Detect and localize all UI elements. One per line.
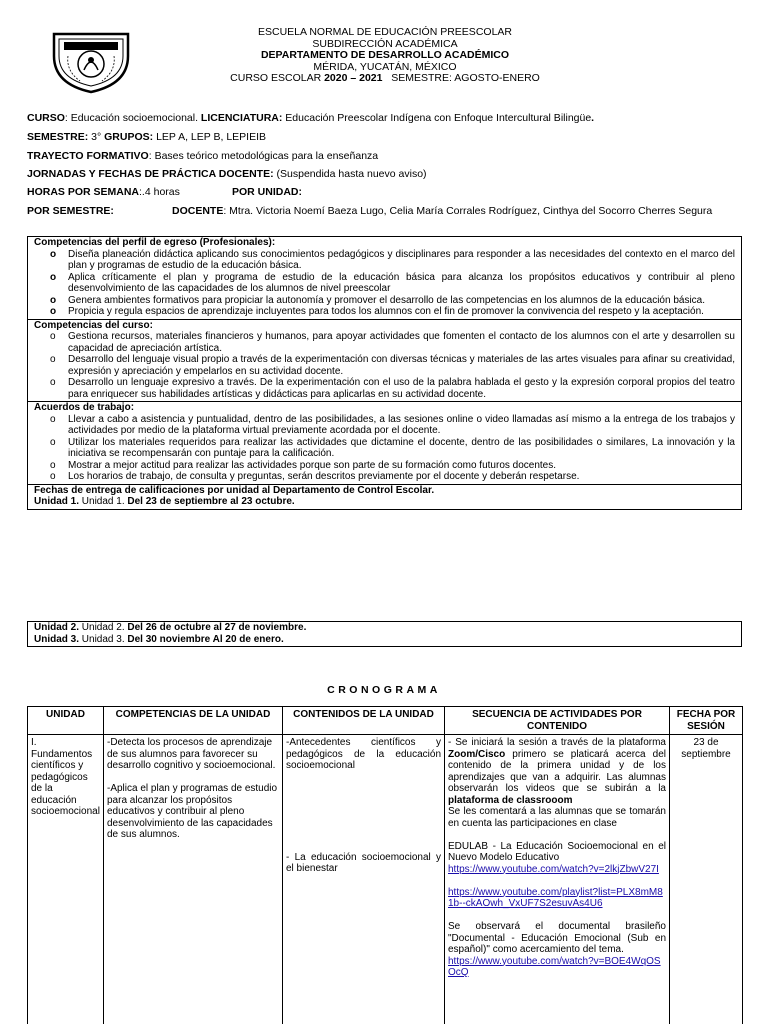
header-secuencia: SECUENCIA DE ACTIVIDADES POR CONTENIDO — [445, 707, 670, 735]
info-semestre: SEMESTRE: 3° GRUPOS: LEP A, LEP B, LEPIEIB — [27, 131, 267, 143]
cell-fecha: 23 de septiembre — [670, 735, 743, 1024]
fechas-section — [28, 484, 741, 509]
competencias-box — [27, 236, 742, 510]
header-contenidos: CONTENIDOS DE LA UNIDAD — [283, 707, 445, 735]
perfil-item: o Aplica críticamente el plan y programa de estudio de la educación básica para alcanza los propósitos educativos y contribuir al pleno desenvolvimiento de las capacidades de los alumnos de nivel preescolar — [50, 271, 735, 294]
unidad1-line: Unidad 1. Unidad 1. Del 23 de septiembre al 23 octubre. — [34, 496, 295, 507]
document-header — [140, 27, 630, 85]
unidad2-line: Unidad 2. Unidad 2. Del 26 de octubre al 27 de noviembre. — [34, 622, 307, 633]
fechas-title: Fechas de entrega de calificaciones por unidad al Departamento de Control Escolar. — [34, 484, 435, 496]
curso-item: o Desarrollo un lenguaje expresivo a través. De la experimentación con el uso de la palabra hablada el gesto y la expresión corporal propios del teatro para enriquecer sus habilidades artísticas y didácticas para aplicarlas en su actividad docente. — [50, 377, 735, 400]
info-trayecto: TRAYECTO FORMATIVO: Bases teórico metodológicas para la enseñanza — [27, 150, 379, 162]
unidades-box — [27, 621, 742, 647]
header-ciclo: CURSO ESCOLAR 2020 – 2021 SEMESTRE: AGOSTO-ENERO — [230, 72, 540, 84]
video-link-2[interactable]: https://www.youtube.com/watch?v=BOE4WqOSOcQ — [448, 955, 661, 978]
curso-section — [28, 319, 741, 402]
school-seal-icon — [46, 26, 136, 96]
curso-item: o Gestiona recursos, materiales financieros y humanos, para apoyar actividades que fomenten el contacto de los alumnos con el arte y desarrollen su capacidad de apreciación artística. — [50, 331, 735, 354]
unidad3-line: Unidad 3. Unidad 3. Del 30 noviembre Al 20 de enero. — [34, 633, 284, 645]
perfil-item: o Diseña planeación didáctica aplicando sus conocimientos pedagógicos y disciplinares para responder a las necesidades del contexto en el marco del plan y programas de estudio de la educación básica. — [50, 248, 735, 271]
curso-item: o Desarrollo del lenguaje visual propio a través de la experimentación con diversas técnicas y materiales de las artes visuales para afinar su creatividad, expresión y apreciación y empelarlos en su actividad docente. — [50, 354, 735, 377]
video-link-1[interactable]: https://www.youtube.com/watch?v=2lkjZbwV27I — [448, 863, 659, 875]
cronograma-table — [27, 706, 743, 1024]
cronograma-title: CRONOGRAMA — [327, 684, 441, 696]
table-header-row — [28, 707, 743, 735]
perfil-item: o Propicia y regula espacios de aprendizaje incluyentes para todos los alumnos con el fin de promover la convivencia del respeto y la aceptación. — [50, 306, 704, 317]
cell-unidad: I. Fundamentos científicos y pedagógicos de la educación socioemocional — [28, 735, 104, 1024]
header-subdireccion: SUBDIRECCIÓN ACADÉMICA — [312, 37, 458, 50]
header-fecha: FECHA POR SESIÓN — [670, 707, 743, 735]
acuerdo-item: o Mostrar a mejor actitud para realizar las actividades porque son parte de su formación como futuros docentes. — [50, 459, 557, 471]
cell-contenidos: -Antecedentes científicos y pedagógicos de la educación socioemocional - La educación socioemocional y el bienestar — [283, 735, 445, 1024]
cell-secuencia: - Se iniciará la sesión a través de la plataforma Zoom/Cisco primero se platicará acerca del contenido de la primera unidad y de los aprendizajes que van a adquirir. Las alumnas observarán los videos que se subirán a la plataforma de classrooom Se les comentará a las alumnas que se tomarán en cuenta las participaciones en clase EDULAB - La Educación Socioemocional en el Nuevo Modelo Educativo https://www.youtube.com/watch?v=2lkjZbwV27I https://www.youtube.com/playlist?list=PLX8mM81b--ckAOwh_VxUF7S2esuvAs4U6 Se observará el documental brasileño "Documental - Educación Emocional (Sub en español)" como acercamiento del tema. https://www.youtube.com/watch?v=BOE4WqOSOcQ — [445, 735, 670, 1024]
perfil-title: Competencias del perfil de egreso (Profesionales): — [34, 237, 276, 248]
acuerdo-item: o Utilizar los materiales requeridos para realizar las actividades que dictamine el docente, dentro de las posibilidades o similares, La innovación y la iniciativa se recompensarán con puntaje para la calificación. — [50, 436, 735, 459]
info-docente: POR SEMESTRE: DOCENTE: Mtra. Victoria Noemí Baeza Lugo, Celia María Corrales Rodríguez, Cinthya del Socorro Cherres Segura — [27, 205, 713, 217]
playlist-link[interactable]: https://www.youtube.com/playlist?list=PLX8mM81b--ckAOwh_VxUF7S2esuvAs4U6 — [448, 886, 663, 909]
acuerdo-item: o Los horarios de trabajo, de consulta y preguntas, serán descritos previamente por el docente y deberán respetarse. — [50, 471, 580, 482]
perfil-section — [28, 237, 741, 319]
header-competencias: COMPETENCIAS DE LA UNIDAD — [104, 707, 283, 735]
info-horas: HORAS POR SEMANA:.4 horas POR UNIDAD: — [27, 186, 302, 198]
header-school: ESCUELA NORMAL DE EDUCACIÓN PREESCOLAR — [257, 26, 512, 38]
info-curso: CURSO: Educación socioemocional. LICENCIATURA: Educación Preescolar Indígena con Enfoque Intercultural Bilingüe. — [27, 112, 595, 124]
header-departamento: DEPARTAMENTO DE DESARROLLO ACADÉMICO — [260, 49, 510, 61]
perfil-item: o Genera ambientes formativos para propiciar la autonomía y promover el desarrollo de las competencias en los alumnos de la educación básica. — [50, 294, 706, 306]
header-unidad: UNIDAD — [28, 707, 104, 735]
acuerdos-section — [28, 401, 741, 484]
info-jornadas: JORNADAS Y FECHAS DE PRÁCTICA DOCENTE: (Suspendida hasta nuevo aviso) — [27, 168, 427, 180]
table-row — [28, 735, 743, 1024]
acuerdo-item: o Llevar a cabo a asistencia y puntualidad, dentro de las posibilidades, a las sesiones online o video llamadas así mismo a la entrega de los trabajos y actividades por medio de la plataforma virtual previamente acordada por el docente. — [50, 413, 735, 436]
header-city: MÉRIDA, YUCATÁN, MÉXICO — [313, 60, 457, 73]
cell-competencias: -Detecta los procesos de aprendizaje de sus alumnos para favorecer su desarrollo cognitivo y socioemocional. -Aplica el plan y programas de estudio para alcanzar los propósitos educativos y contribuir al pleno desenvolvimiento de las capacidades de sus alumnos. — [104, 735, 283, 1024]
curso-title: Competencias del curso: — [34, 319, 153, 331]
acuerdos-title: Acuerdos de trabajo: — [34, 402, 135, 413]
